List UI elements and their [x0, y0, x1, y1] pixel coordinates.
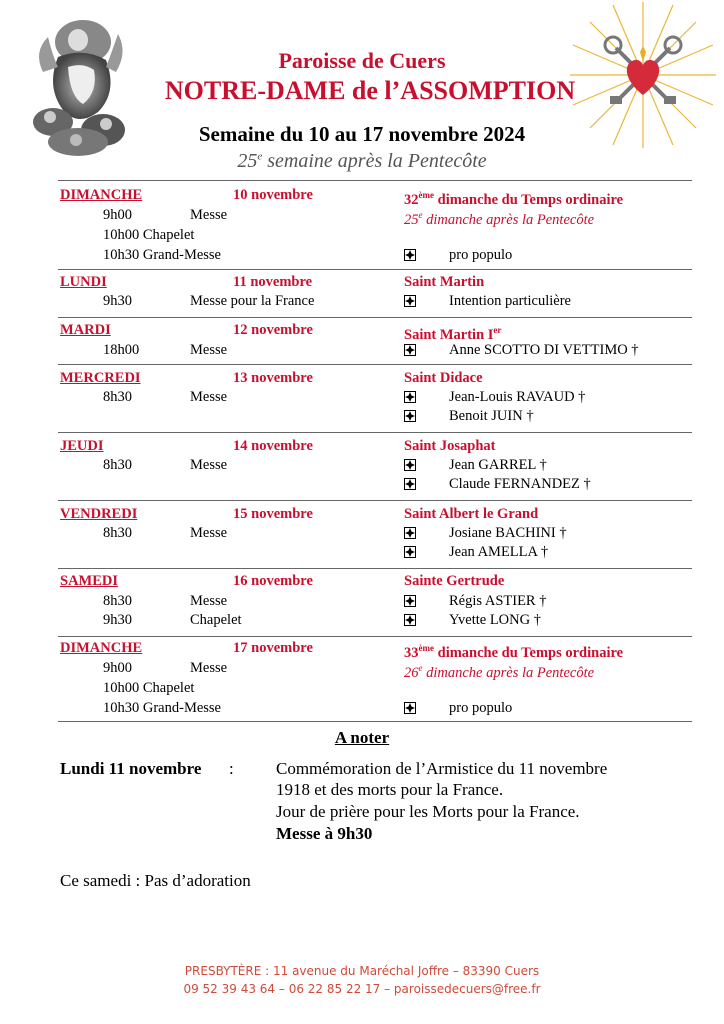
day-name: DIMANCHE [60, 187, 143, 203]
cross-icon [404, 478, 416, 490]
day-date: 14 novembre [233, 438, 313, 454]
day-name: LUNDI [60, 274, 107, 290]
intention: Jean AMELLA † [449, 544, 549, 560]
cross-icon [404, 391, 416, 403]
divider [58, 317, 692, 318]
cross-icon [404, 249, 416, 261]
service: 10h00 Chapelet [103, 227, 195, 243]
day-date: 10 novembre [233, 187, 313, 203]
divider [58, 568, 692, 569]
intention: Régis ASTIER † [449, 593, 547, 609]
mass-time: 8h30 [103, 525, 132, 541]
intention: Josiane BACHINI † [449, 525, 567, 541]
mass-label: Messe [190, 342, 228, 358]
intention: Yvette LONG † [449, 612, 541, 628]
divider [58, 269, 692, 270]
day-date: 15 novembre [233, 506, 313, 522]
intention: Anne SCOTTO DI VETTIMO † [449, 342, 639, 358]
service-label: Chapelet [190, 612, 242, 628]
mass-label: Messe [190, 525, 228, 541]
parish-name: Paroisse de Cuers [278, 48, 446, 73]
notes-mass-time: Messe à 9h30 [276, 824, 373, 843]
mass-label: Messe [190, 207, 228, 223]
feast: Saint Martin [404, 274, 485, 290]
intention: Jean-Louis RAVAUD † [449, 389, 586, 405]
feast: 32ème dimanche du Temps ordinaire [404, 190, 624, 208]
feast: Saint Albert le Grand [404, 506, 539, 522]
cross-icon [404, 459, 416, 471]
intention: Claude FERNANDEZ † [449, 476, 591, 492]
day-date: 17 novembre [233, 640, 313, 656]
feast: Saint Didace [404, 370, 483, 386]
cross-icon [404, 595, 416, 607]
service: 10h00 Chapelet [103, 680, 195, 696]
mass-time: 9h30 [103, 293, 132, 309]
notes-line: Jour de prière pour les Morts pour la France. [276, 802, 580, 821]
service: 10h30 Grand-Messe [103, 700, 221, 716]
mass-label: Messe [190, 660, 228, 676]
mass-time: 9h00 [103, 207, 132, 223]
contact-info: 09 52 39 43 64 – 06 22 85 22 17 – paroissedecuers@free.fr [183, 982, 541, 996]
divider [58, 180, 692, 181]
feast: Sainte Gertrude [404, 573, 505, 589]
intention: Intention particulière [449, 293, 571, 309]
mass-label: Messe [190, 593, 228, 609]
service: 10h30 Grand-Messe [103, 247, 221, 263]
cross-icon [404, 410, 416, 422]
divider [58, 721, 692, 722]
cross-icon [404, 546, 416, 558]
church-name: NOTRE-DAME de l’ASSOMPTION [164, 76, 576, 105]
cross-icon [404, 702, 416, 714]
pentecost-week: 25e semaine après la Pentecôte [237, 150, 487, 172]
day-date: 16 novembre [233, 573, 313, 589]
notes-heading: A noter [334, 728, 390, 747]
divider [58, 364, 692, 365]
intention: Benoit JUIN † [449, 408, 534, 424]
mass-label: Messe [190, 389, 228, 405]
mass-time: 18h00 [103, 342, 140, 358]
saturday-note: Ce samedi : Pas d’adoration [60, 871, 251, 890]
mass-label: Messe pour la France [190, 293, 315, 309]
day-name: MERCREDI [60, 370, 141, 386]
day-name: DIMANCHE [60, 640, 143, 656]
day-date: 13 novembre [233, 370, 313, 386]
notes-colon: : [229, 759, 234, 778]
intention: pro populo [449, 700, 513, 716]
feast-sub: 25e dimanche après la Pentecôte [404, 210, 595, 228]
mass-time: 8h30 [103, 593, 132, 609]
notes-line: Commémoration de l’Armistice du 11 novembre [276, 759, 608, 778]
feast-sub: 26e dimanche après la Pentecôte [404, 663, 595, 681]
divider [58, 636, 692, 637]
intention: pro populo [449, 247, 513, 263]
feast: 33ème dimanche du Temps ordinaire [404, 643, 624, 661]
day-name: MARDI [60, 322, 111, 338]
notes-label: Lundi 11 novembre [60, 759, 202, 778]
mass-time: 8h30 [103, 389, 132, 405]
day-name: JEUDI [60, 438, 104, 454]
day-date: 12 novembre [233, 322, 313, 338]
divider [58, 432, 692, 433]
notes-line: 1918 et des morts pour la France. [276, 780, 504, 799]
cross-icon [404, 344, 416, 356]
mass-time: 9h00 [103, 660, 132, 676]
cross-icon [404, 614, 416, 626]
cross-icon [404, 527, 416, 539]
day-name: SAMEDI [60, 573, 119, 589]
feast: Saint Josaphat [404, 438, 496, 454]
cross-icon [404, 295, 416, 307]
presbytery-address: PRESBYTÈRE : 11 avenue du Maréchal Joffre – 83390 Cuers [184, 964, 540, 978]
week-title: Semaine du 10 au 17 novembre 2024 [198, 122, 526, 146]
divider [58, 500, 692, 501]
mass-label: Messe [190, 457, 228, 473]
intention: Jean GARREL † [449, 457, 547, 473]
day-name: VENDREDI [60, 506, 138, 522]
mass-time: 8h30 [103, 457, 132, 473]
day-date: 11 novembre [233, 274, 313, 290]
feast: Saint Martin Ier [404, 325, 502, 343]
service-time: 9h30 [103, 612, 132, 628]
